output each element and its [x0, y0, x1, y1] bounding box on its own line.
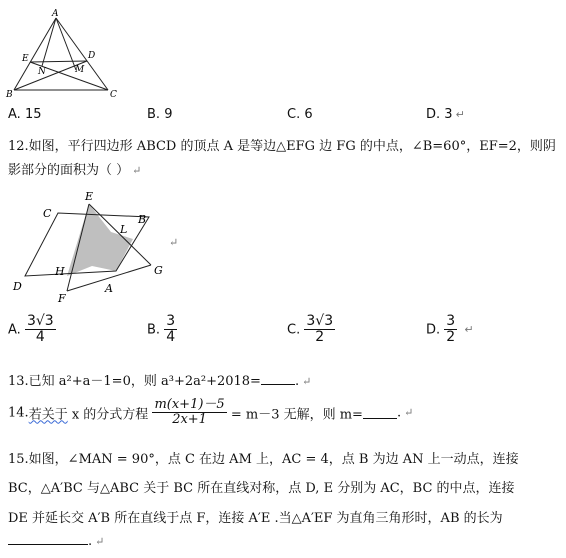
q13-question: 13.已知 a²+a－1=0，则 a³+2a²+2018= . ↵: [8, 374, 312, 389]
q12-figure: [8, 186, 188, 304]
q12-option-a: A. $\frac{3√3}{4}$: [8, 313, 54, 346]
label-A: A: [105, 282, 113, 295]
return-mark: ↵: [169, 236, 179, 249]
q12-question-line1: 12.如图，平行四边形 ABCD 的顶点 A 是等边△EFG 边 FG 的中点，∠B=60°，EF=2，则阴: [8, 139, 556, 154]
q12-question-line2: 影部分的面积为（ ） ↵: [8, 163, 142, 178]
q15-question-line3: DE 并延长交 A′B 所在直线于点 F，连接 A′E .当△A′EF 为直角三角形时，AB 的长为: [8, 511, 503, 526]
triangle-abc-diagram: [4, 6, 122, 98]
q12-option-b: B. $\frac{3}{4}$: [147, 313, 176, 346]
label-C: C: [43, 207, 52, 220]
top-triangle-figure: [4, 6, 122, 98]
q11-option-d: D. 3 ↵: [426, 107, 465, 122]
q15-answer-line: . ↵: [8, 532, 104, 549]
q12-option-d: D. $\frac{3}{2}$ ↵: [426, 313, 474, 346]
label-H: H: [55, 265, 65, 278]
q15-question-line1: 15.如图，∠MAN = 90°，点 C 在边 AM 上，AC = 4，点 B 为边 AN 上一动点，连接: [8, 452, 519, 467]
label-B: B: [6, 90, 13, 98]
label-E: E: [22, 54, 29, 64]
q12-option-c: C. $\frac{3√3}{2}$: [287, 313, 334, 346]
parallelogram-triangle-diagram: [8, 186, 188, 304]
label-B: B: [138, 213, 147, 226]
label-A: A: [52, 9, 59, 19]
label-M: M: [75, 65, 85, 75]
q11-option-c: C. 6: [287, 107, 313, 122]
q15-question-line2: BC，△A′BC 与△ABC 关于 BC 所在直线对称，点 D, E 分别为 AC，BC 的中点，连接: [8, 481, 515, 496]
label-G: G: [154, 264, 163, 277]
label-L: L: [120, 223, 128, 236]
label-D: D: [13, 280, 22, 293]
label-D: D: [88, 51, 96, 61]
q11-option-b: B. 9: [147, 107, 173, 122]
q11-option-a: A. 15: [8, 107, 42, 122]
label-F: F: [58, 292, 66, 304]
q14-question: 14.若关于 x 的分式方程 $\frac{m(x+1)-5}{2x+1}$ = m－3 无解，则 m= . ↵: [8, 397, 414, 428]
label-C: C: [110, 90, 117, 98]
label-E: E: [85, 190, 94, 203]
label-N: N: [38, 67, 46, 77]
